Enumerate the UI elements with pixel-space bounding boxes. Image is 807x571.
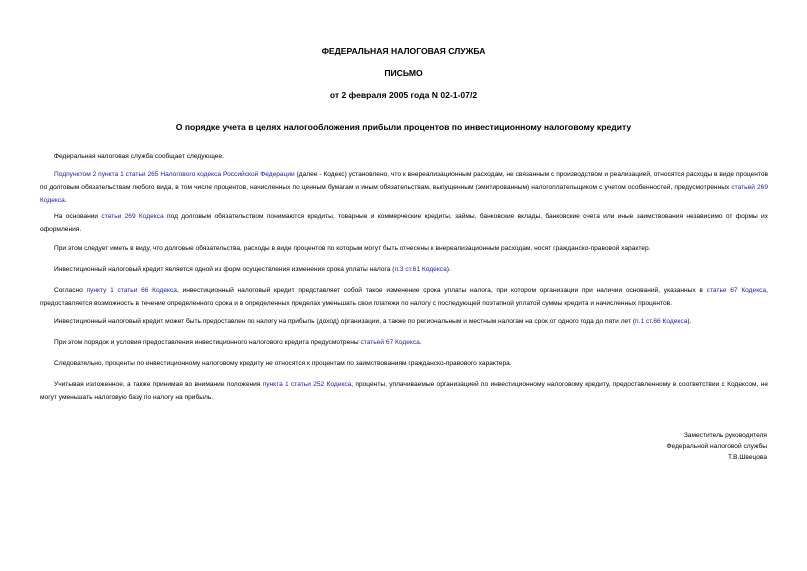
paragraph-8: [40, 336, 768, 349]
paragraph-4: [40, 242, 768, 255]
link-article-67[interactable]: статье 67 Кодекса: [706, 287, 767, 294]
subject-heading: О порядке учета в целях налогообложения прибыли процентов по инвестиционному налоговому кредиту: [175, 122, 632, 132]
signature-organization: Федеральной налоговой службы: [666, 443, 767, 450]
paragraph-text: Согласно: [54, 287, 87, 294]
link-tax-code-265[interactable]: Подпунктом 2 пункта 1 статьи 265 Налогового кодекса Российской Федерации: [54, 171, 295, 178]
paragraph-text: Федеральная налоговая служба сообщает следующее.: [54, 153, 224, 160]
paragraph-text: Инвестиционный налоговый кредит является одной из форм осуществления изменения срока уплаты налога (: [54, 266, 395, 273]
paragraph-text: , инвестиционный налоговый кредит представляет собой такое изменение срока уплаты налога, при котором организации при наличии оснований, указанных в: [176, 287, 707, 294]
paragraph-6: [40, 284, 768, 310]
paragraph-text: При этом следует иметь в виду, что долговые обязательства, расходы в виде процентов по которым могут быть отнесены к внереализационным расходам, носят гражданско-правовой характер.: [54, 245, 651, 252]
paragraph-3: [40, 210, 768, 236]
paragraph-text: Инвестиционный налоговый кредит может быть предоставлен по налогу на прибыль (доход) организации, а также по региональным и местным налогам на срок от одного года до пяти лет (: [54, 318, 636, 325]
paragraph-10: [40, 378, 768, 404]
paragraph-intro: [40, 150, 768, 163]
paragraph-text: ).: [687, 318, 692, 325]
paragraph-text: При этом порядок и условия предоставления инвестиционного налогового кредита предусмотрены: [54, 339, 361, 346]
paragraph-text: .: [64, 197, 67, 204]
agency-heading: ФЕДЕРАЛЬНАЯ НАЛОГОВАЯ СЛУЖБА: [321, 46, 486, 56]
link-p1-art252[interactable]: пункта 1 статьи 252 Кодекса: [262, 381, 352, 388]
signature-position: Заместитель руководителя: [683, 432, 767, 439]
paragraph-text: Следовательно, проценты по инвестиционному налоговому кредиту не относятся к процентам по заимствованиям гражданско-правового характера.: [54, 360, 512, 367]
paragraph-text: , предоставляется возможность в течение определенного срока и в определенных пределах уменьшать свои платежи по налогу с последующей поэтапной уплатой суммы кредита и начисленных процентов.: [40, 287, 768, 307]
paragraph-text: На основании: [54, 213, 102, 220]
link-p1-art66[interactable]: пункту 1 статьи 66 Кодекса: [86, 287, 177, 294]
paragraph-text: под долговым обязательством понимаются кредиты, товарные и коммерческие кредиты, займы, банковские вклады, банковские счета или иные заимствования независимо от формы их оформления.: [40, 213, 768, 233]
link-article-269-b[interactable]: статьи 269 Кодекса: [101, 213, 164, 220]
link-article-67-b[interactable]: статьей 67 Кодекса: [360, 339, 420, 346]
paragraph-5: [40, 263, 768, 276]
doc-type-heading: ПИСЬМО: [384, 68, 423, 78]
date-number-heading: от 2 февраля 2005 года N 02-1-07/2: [329, 90, 478, 100]
signature-block: [467, 430, 767, 463]
link-article-269[interactable]: статьей 269 Кодекса: [40, 184, 768, 204]
paragraph-9: [40, 357, 768, 370]
link-p3-art61[interactable]: п.3 ст.61 Кодекса: [394, 266, 447, 273]
paragraph-text: , проценты, уплачиваемые организацией по инвестиционному налоговому кредиту, предоставленному в соответствии с Кодексом, не могут уменьшать налоговую базу по налогу на прибыль.: [40, 381, 768, 401]
link-p1-art66-b[interactable]: п.1 ст.66 Кодекса: [635, 318, 688, 325]
paragraph-text: .: [419, 339, 422, 346]
paragraph-7: [40, 315, 768, 328]
paragraph-text: (далее - Кодекс) установлено, что к внереализационным расходам, не связанным с производством и реализацией, относятся расходы в виде процентов по долговым обязательствам любого вида, в том числе процентов, начисленных по ценным бумагам и иным обязательствам, выпущенным (эмитированным) налогоплательщиком с учетом особенностей, предусмотренных: [40, 171, 768, 191]
paragraph-text: Учитывая изложенное, а также принимая во внимание положения: [54, 381, 263, 388]
signature-name: Т.В.Швецова: [728, 454, 767, 461]
paragraph-text: ).: [446, 266, 451, 273]
paragraph-2: [40, 168, 768, 207]
